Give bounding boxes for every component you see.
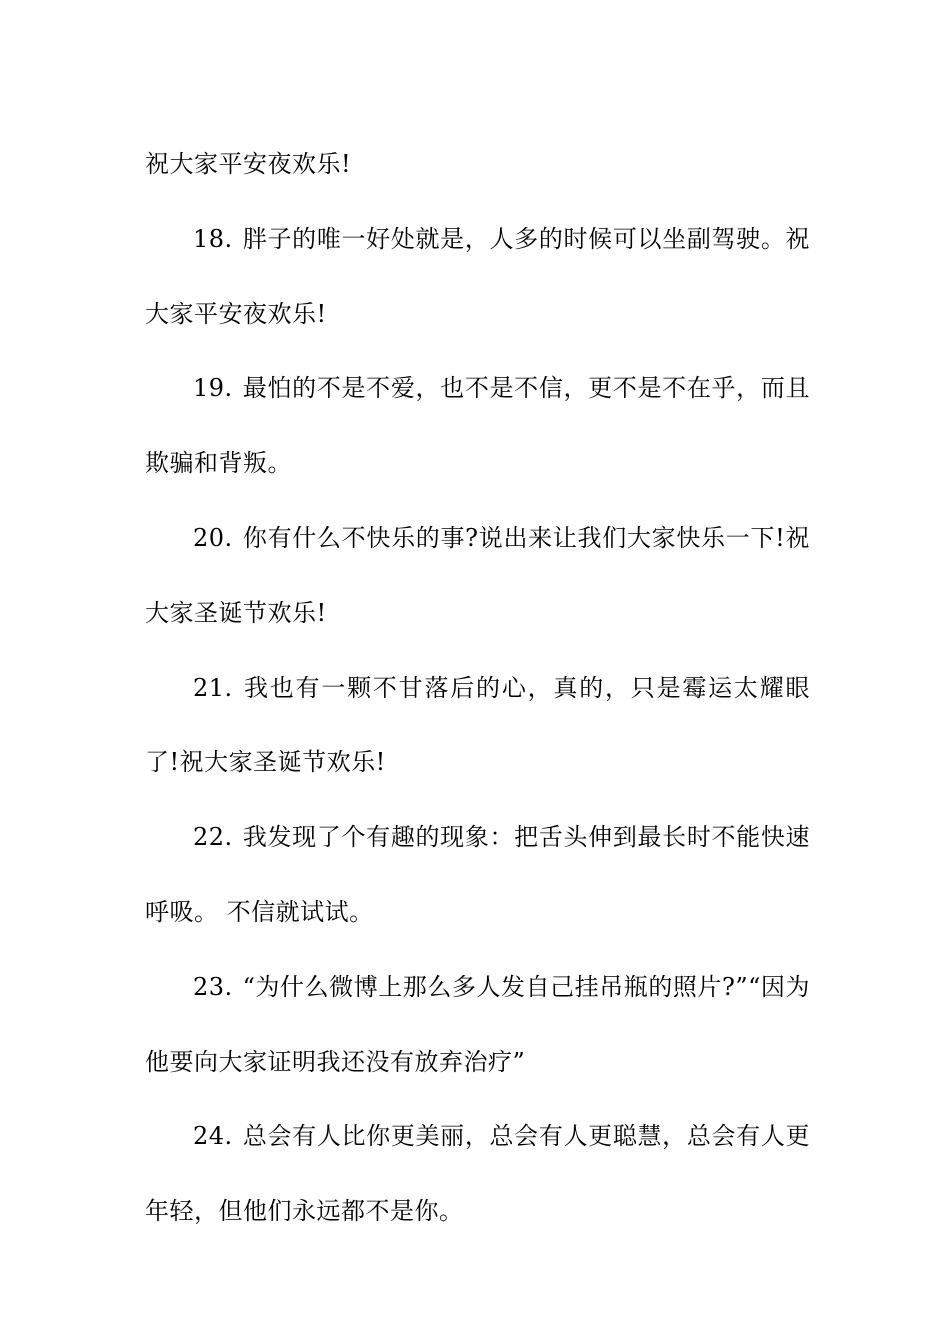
paragraph-21 [145, 651, 810, 801]
paragraph-text: 祝大家平安夜欢乐! [145, 150, 352, 178]
paragraph-22 [145, 800, 810, 950]
paragraph-number: 18. [193, 224, 233, 253]
paragraph-number: 22. [193, 823, 233, 852]
paragraph-text: 胖子的唯一好处就是，人多的时候可以坐副驾驶。祝大家平安夜欢乐! [145, 224, 810, 328]
document-body [145, 127, 810, 1249]
paragraph-number: 19. [193, 374, 233, 403]
paragraph-20 [145, 501, 810, 651]
paragraph-text: “为什么微博上那么多人发自己挂吊瓶的照片?”“因为他要向大家证明我还没有放弃治疗” [145, 972, 810, 1076]
paragraph-23 [145, 950, 810, 1100]
paragraph-continuation [145, 127, 810, 202]
paragraph-24 [145, 1099, 810, 1249]
paragraph-number: 20. [193, 523, 233, 552]
paragraph-number: 21. [193, 673, 233, 702]
paragraph-19 [145, 351, 810, 501]
paragraph-text: 我也有一颗不甘落后的心，真的，只是霉运太耀眼了!祝大家圣诞节欢乐! [145, 673, 810, 777]
paragraph-text: 你有什么不快乐的事?说出来让我们大家快乐一下!祝大家圣诞节欢乐! [145, 523, 810, 627]
paragraph-18 [145, 202, 810, 352]
paragraph-text: 总会有人比你更美丽，总会有人更聪慧，总会有人更年轻，但他们永远都不是你。 [145, 1122, 810, 1226]
paragraph-number: 24. [193, 1122, 233, 1151]
paragraph-text: 我发现了个有趣的现象：把舌头伸到最长时不能快速呼吸。 不信就试试。 [145, 823, 810, 926]
paragraph-number: 23. [193, 972, 233, 1001]
paragraph-text: 最怕的不是不爱，也不是不信，更不是不在乎，而且欺骗和背叛。 [145, 374, 810, 478]
